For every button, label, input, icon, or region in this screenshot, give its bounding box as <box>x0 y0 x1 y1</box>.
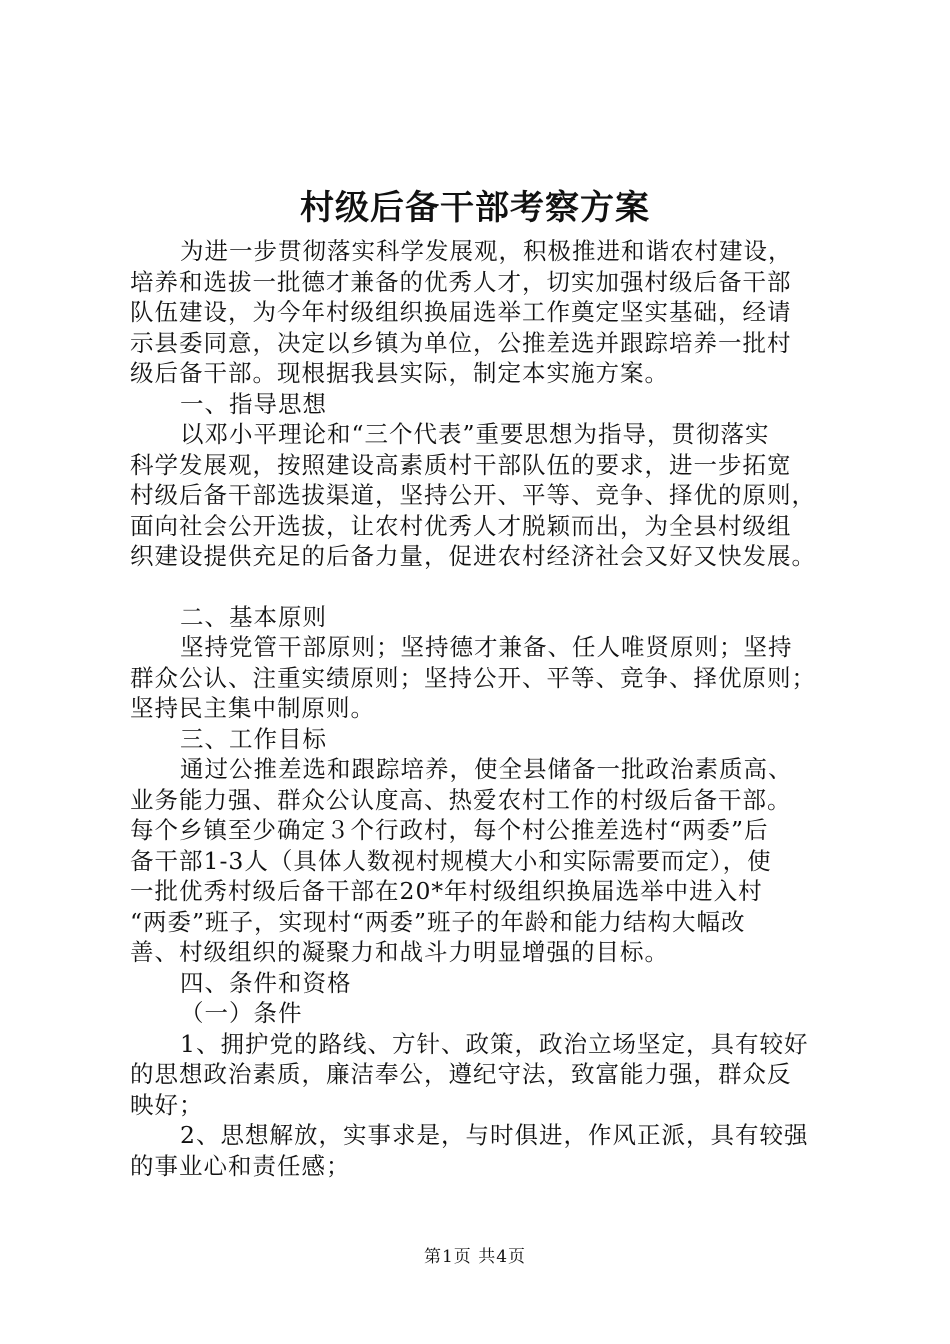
text-line: “两委”班子，实现村“两委”班子的年龄和能力结构大幅改 <box>130 907 746 936</box>
text-line: 的思想政治素质，廉洁奉公，遵纪守法，致富能力强，群众反 <box>130 1060 792 1088</box>
text-line: 群众公认、注重实绩原则；坚持公开、平等、竞争、择优原则； <box>130 663 816 692</box>
text-line: 映好； <box>130 1090 204 1119</box>
text-line: 善、村级组织的凝聚力和战斗力明显增强的目标。 <box>130 938 669 966</box>
section-heading: 一、指导思想 <box>180 389 327 418</box>
text-line: 织建设提供充足的后备力量，促进农村经济社会又好又快发展。 <box>130 542 816 570</box>
text-line: 2、思想解放，实事求是，与时俱进，作风正派，具有较强 <box>180 1121 809 1149</box>
text-line: 级后备干部。现根据我县实际，制定本实施方案。 <box>130 359 669 387</box>
text-line: 通过公推差选和跟踪培养，使全县储备一批政治素质高、 <box>180 755 793 783</box>
text-line: 面向社会公开选拔，让农村优秀人才脱颖而出，为全县村级组 <box>130 511 792 540</box>
subsection-heading: （一）条件 <box>180 999 303 1027</box>
text-line: 队伍建设，为今年村级组织换届选举工作奠定坚实基础，经请 <box>130 298 792 326</box>
text-line: 以邓小平理论和“三个代表”重要思想为指导，贯彻落实 <box>180 420 770 448</box>
text-line: 培养和选拔一批德才兼备的优秀人才，切实加强村级后备干部 <box>130 267 792 296</box>
text-line: 村级后备干部选拔渠道，坚持公开、平等、竞争、择优的原则， <box>130 481 816 509</box>
text-line: 的事业心和责任感； <box>130 1151 351 1180</box>
page-footer: 第1页 共4页 <box>423 1247 527 1267</box>
section-heading: 三、工作目标 <box>180 724 327 753</box>
text-line: 每个乡镇至少确定３个行政村，每个村公推差选村“两委”后 <box>130 816 769 844</box>
text-line: 坚持党管干部原则；坚持德才兼备、任人唯贤原则；坚持 <box>180 633 793 661</box>
section-heading: 四、条件和资格 <box>180 968 352 997</box>
document-body <box>130 236 842 1181</box>
section-heading: 二、基本原则 <box>180 602 327 631</box>
text-line: 业务能力强、群众公认度高、热爱农村工作的村级后备干部。 <box>130 785 792 814</box>
text-line: 1、拥护党的路线、方针、政策，政治立场坚定，具有较好 <box>180 1029 809 1058</box>
text-line: 一批优秀村级后备干部在20*年村级组织换届选举中进入村 <box>130 877 763 905</box>
text-line: 为进一步贯彻落实科学发展观，积极推进和谐农村建设， <box>180 237 793 265</box>
document-title: 村级后备干部考察方案 <box>300 188 650 228</box>
text-line: 坚持民主集中制原则。 <box>130 694 375 722</box>
text-line: 备干部1-3人（具体人数视村规模大小和实际需要而定），使 <box>130 846 772 875</box>
text-line: 科学发展观，按照建设高素质村干部队伍的要求，进一步拓宽 <box>130 450 792 479</box>
text-line: 示县委同意，决定以乡镇为单位，公推差选并跟踪培养一批村 <box>130 328 792 357</box>
